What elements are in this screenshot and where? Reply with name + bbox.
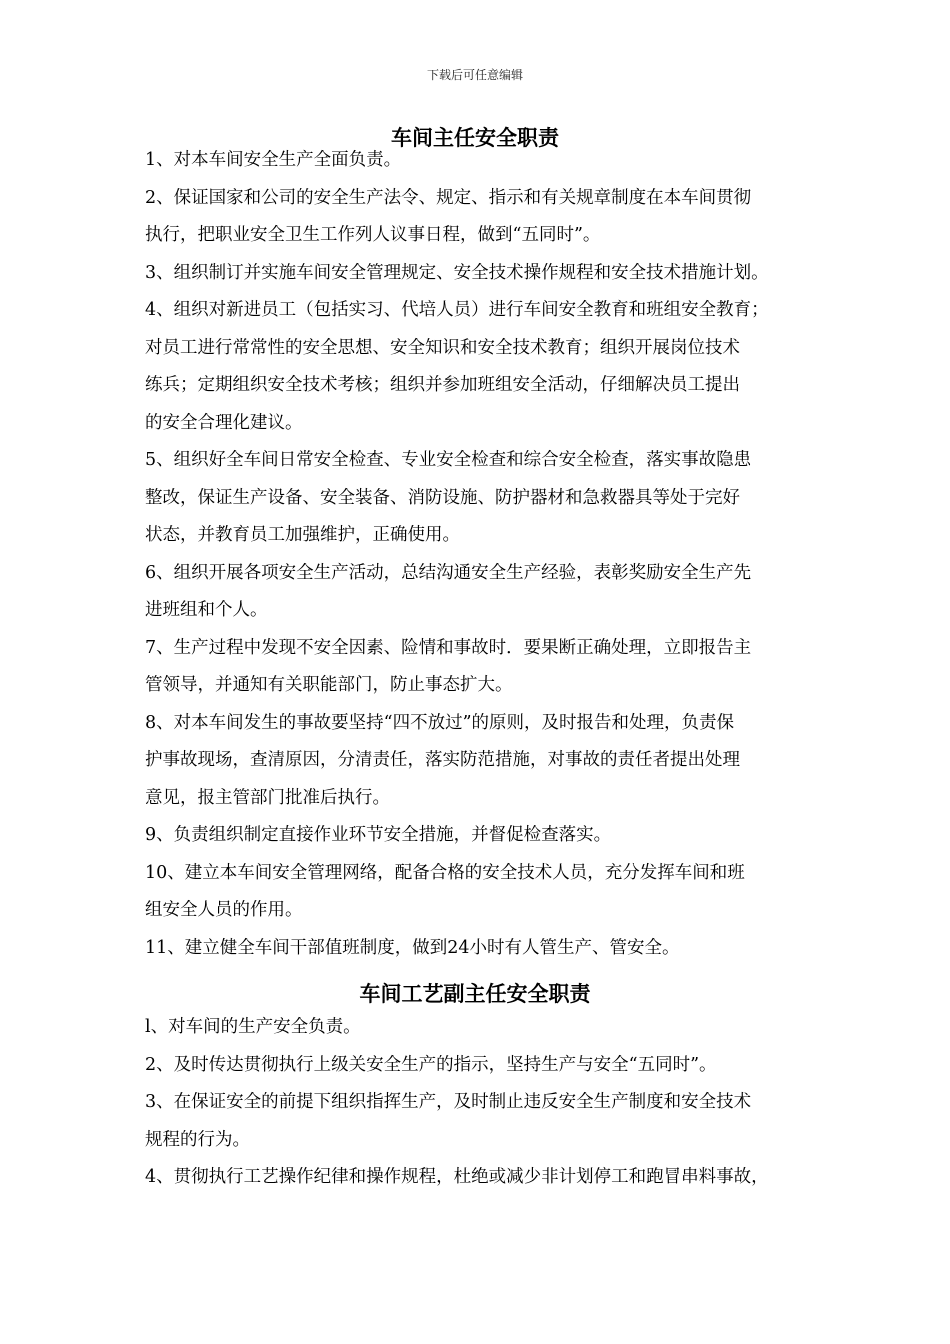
text-line: 3、组织制订并实施车间安全管理规定、安全技术操作规程和安全技术措施计划。 — [145, 262, 769, 283]
text-line: 执行，把职业安全卫生工作列人议事日程，做到“五同时”。 — [145, 225, 601, 245]
text-line: 2、保证国家和公司的安全生产法令、规定、指示和有关规章制度在本车间贯彻 — [145, 187, 752, 208]
text-line: 9、负责组织制定直接作业环节安全措施，并督促检查落实。 — [145, 825, 612, 845]
text-line: 7、生产过程中发现不安全因素、险情和事故时．要果断正确处理，立即报告主 — [145, 637, 752, 658]
section-title-process-deputy: 车间工艺副主任安全职责 — [359, 982, 591, 1006]
text-line: 11、建立健全车间干部值班制度，做到24小时有人管生产、管安全。 — [145, 937, 680, 958]
text-line: 整改，保证生产设备、安全装备、消防设施、防护器材和急救器具等处于完好 — [145, 487, 740, 508]
text-line: 对员工进行常常性的安全思想、安全知识和安全技术教育；组织开展岗位技术 — [145, 337, 740, 358]
text-line: 状态，并教育员工加强维护，正确使用。 — [145, 525, 460, 545]
section-title-director: 车间主任安全职责 — [391, 126, 559, 150]
text-line: 护事故现场，查清原因，分清责任，落实防范措施，对事故的责任者提出处理 — [145, 750, 740, 770]
text-line: 5、组织好全车间日常安全检查、专业安全检查和综合安全检查，落实事故隐患 — [145, 450, 752, 470]
text-line: 1、对本车间安全生产全面负责。 — [145, 150, 402, 170]
text-line: 3、在保证安全的前提下组织指挥生产，及时制止违反安全生产制度和安全技术 — [145, 1092, 752, 1112]
text-line: 4、组织对新进员工（包括实习、代培人员）进行车间安全教育和班组安全教育； — [145, 300, 769, 320]
text-line: 6、组织开展各项安全生产活动，总结沟通安全生产经验，表彰奖励安全生产先 — [145, 562, 752, 583]
section-body-director — [145, 142, 825, 967]
text-line: l、对车间的生产安全负责。 — [145, 1017, 361, 1037]
text-line: 10、建立本车间安全管理网络，配备合格的安全技术人员，充分发挥车间和班 — [145, 862, 745, 883]
text-line: 8、对本车间发生的事故要坚持“四不放过”的原则，及时报告和处理，负责保 — [145, 712, 735, 733]
text-line: 进班组和个人。 — [145, 600, 268, 620]
text-line: 4、贯彻执行工艺操作纪律和操作规程，杜绝或减少非计划停工和跑冒串料事故， — [145, 1167, 769, 1187]
text-line: 练兵；定期组织安全技术考核；组织并参加班组安全活动，仔细解决员工提出 — [145, 375, 740, 395]
text-line: 2、及时传达贯彻执行上级关安全生产的指示，坚持生产与安全“五同时”。 — [145, 1054, 717, 1075]
text-line: 规程的行为。 — [145, 1129, 250, 1150]
header-note: 下载后可任意编辑 — [426, 68, 523, 82]
text-line: 管领导，并通知有关职能部门，防止事态扩大。 — [145, 675, 513, 695]
text-line: 组安全人员的作用。 — [145, 900, 303, 920]
text-line: 的安全合理化建议。 — [145, 412, 303, 433]
section-body-process-deputy — [145, 1009, 825, 1197]
text-line: 意见，报主管部门批准后执行。 — [145, 787, 390, 808]
